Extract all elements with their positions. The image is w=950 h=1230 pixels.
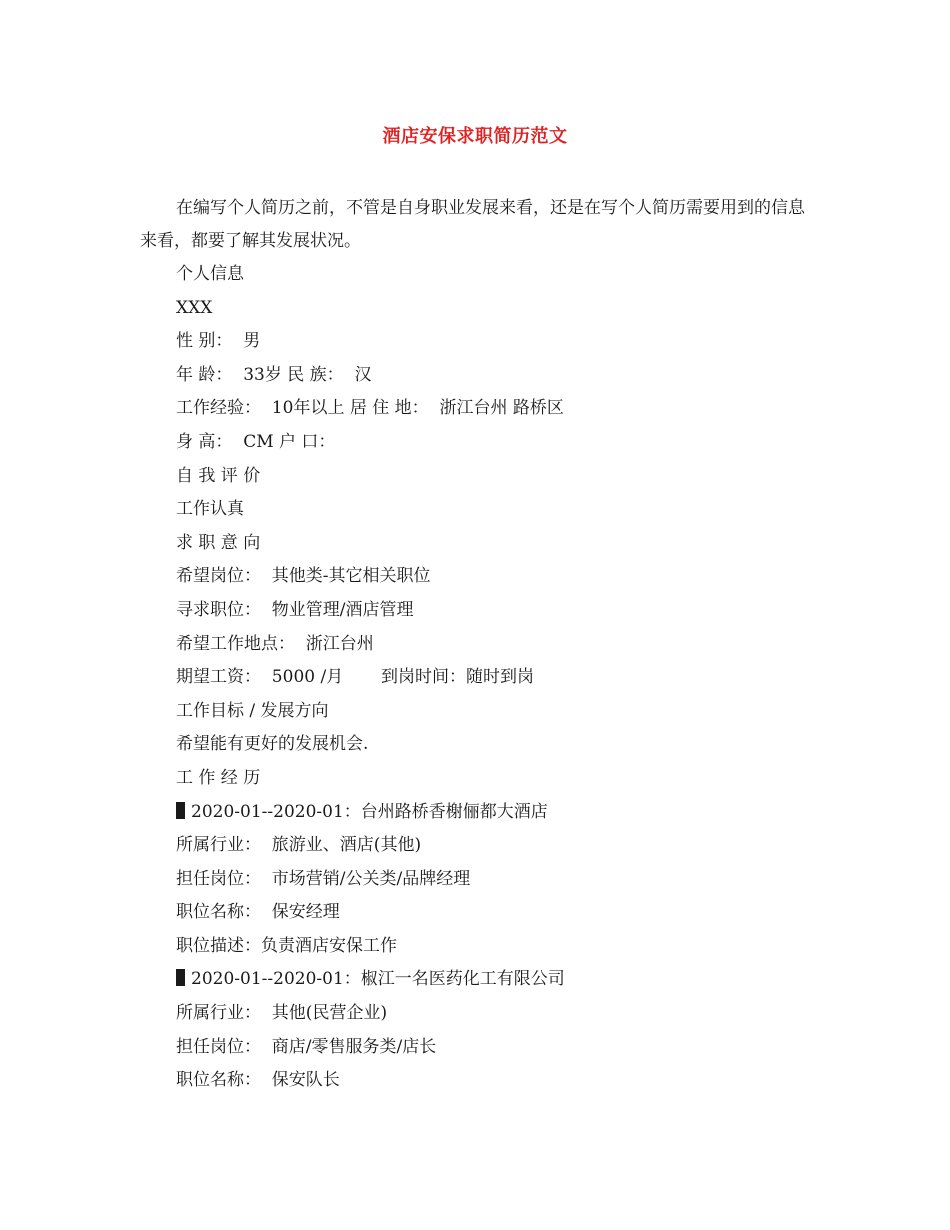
- seeking-position-line: 寻求职位： 物业管理/酒店管理: [176, 599, 414, 620]
- desired-position-line: 希望岗位： 其他类-其它相关职位: [176, 566, 431, 587]
- age-ethnicity-line: 年 龄： 33岁 民 族： 汉: [176, 364, 372, 385]
- job2-role-line: 担任岗位： 商店/零售服务类/店长: [176, 1036, 437, 1057]
- job1-period-line: [176, 796, 836, 830]
- personal-info-heading: 个人信息: [176, 264, 244, 284]
- intro-paragraph: 在编写个人简历之前，不管是自身职业发展来看，还是在写个人简历需要用到的信息来看，都要了解其发展状况。: [140, 198, 805, 251]
- job2-industry-line: 所属行业： 其他(民营企业): [176, 1003, 388, 1024]
- job-intent-heading: 求 职 意 向: [176, 532, 261, 553]
- job2-title-line: 职位名称： 保安队长: [176, 1070, 340, 1091]
- self-evaluation-text: 工作认真: [176, 499, 244, 520]
- job1-description-line: 职位描述：负责酒店安保工作: [176, 935, 397, 956]
- self-evaluation-heading: 自 我 评 价: [176, 465, 261, 486]
- bullet-marker: [176, 969, 185, 986]
- name-line: XXX: [176, 297, 213, 318]
- job2-period-line: [176, 963, 836, 997]
- experience-residence-line: 工作经验： 10年以上 居 住 地： 浙江台州 路桥区: [176, 398, 564, 419]
- job1-title-line: 职位名称： 保安经理: [176, 902, 340, 923]
- work-experience-heading: 工 作 经 历: [176, 767, 261, 788]
- desired-location-line: 希望工作地点： 浙江台州: [176, 633, 374, 654]
- job1-period-text: 2020-01--2020-01：台州路桥香榭俪都大酒店: [191, 801, 548, 822]
- gender-line: 性 别： 男: [176, 331, 261, 352]
- resume-body: [176, 258, 836, 1098]
- salary-start-line: 期望工资： 5000 /月 到岗时间：随时到岗: [176, 667, 535, 688]
- job2-period-text: 2020-01--2020-01：椒江一名医药化工有限公司: [191, 969, 565, 990]
- bullet-marker: [176, 802, 185, 819]
- goal-heading: 工作目标 / 发展方向: [176, 700, 329, 721]
- job1-industry-line: 所属行业： 旅游业、酒店(其他): [176, 835, 422, 856]
- job1-role-line: 担任岗位： 市场营销/公关类/品牌经理: [176, 868, 471, 889]
- height-hukou-line: 身 高： CM 户 口：: [176, 431, 336, 452]
- document-title: 酒店安保求职简历范文: [382, 126, 568, 147]
- goal-text: 希望能有更好的发展机会.: [176, 734, 369, 755]
